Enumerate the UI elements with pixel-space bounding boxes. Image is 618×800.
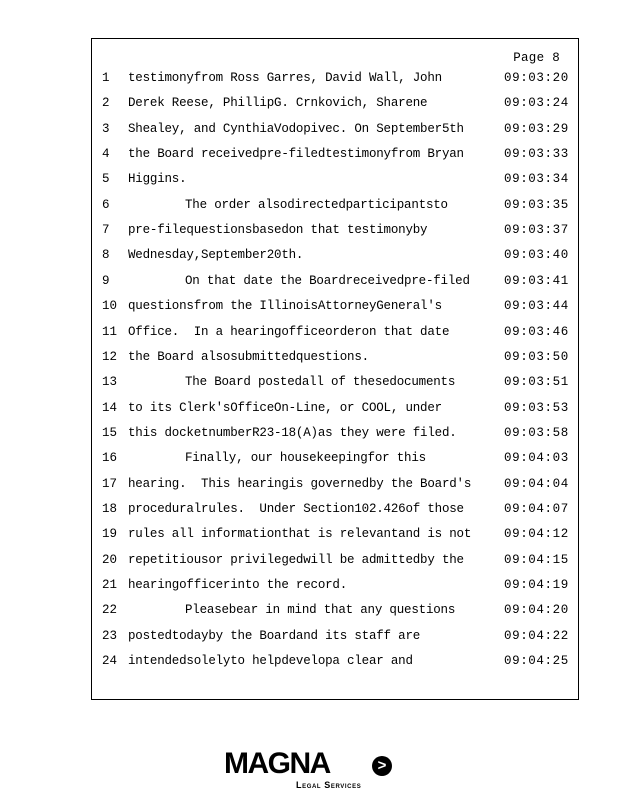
timestamp: 09:03:33 bbox=[504, 147, 569, 162]
line-number: 24 bbox=[102, 654, 118, 669]
line-number: 1 bbox=[102, 71, 110, 85]
timestamp: 09:03:40 bbox=[504, 248, 569, 263]
line-text: testimonyfrom Ross Garres, David Wall, John bbox=[128, 71, 442, 85]
logo-arrow-icon: > bbox=[372, 756, 392, 776]
transcript-line bbox=[92, 651, 578, 671]
transcript-line bbox=[92, 322, 578, 342]
line-number: 9 bbox=[102, 273, 110, 288]
timestamp: 09:04:20 bbox=[504, 603, 569, 618]
magna-legal-services-logo bbox=[224, 748, 404, 794]
transcript-line bbox=[92, 220, 578, 240]
transcript-line bbox=[92, 93, 578, 113]
transcript-line bbox=[92, 68, 578, 88]
line-number: 5 bbox=[102, 172, 110, 187]
line-text: Derek Reese, PhillipG. Crnkovich, Sharene bbox=[128, 96, 428, 111]
timestamp: 09:03:50 bbox=[504, 349, 569, 364]
timestamp: 09:04:03 bbox=[504, 451, 569, 466]
line-number: 18 bbox=[102, 501, 118, 516]
line-number: 17 bbox=[102, 476, 118, 491]
line-number: 20 bbox=[102, 552, 118, 567]
line-text: The order alsodirectedparticipantsto bbox=[185, 197, 448, 212]
transcript-line bbox=[92, 119, 578, 139]
timestamp: 09:03:51 bbox=[504, 375, 569, 390]
line-number: 14 bbox=[102, 400, 118, 415]
line-text: Pleasebear in mind that any questions bbox=[185, 603, 456, 618]
transcript-line bbox=[92, 524, 578, 544]
logo-subtitle: Legal Services bbox=[296, 780, 362, 790]
transcript-line bbox=[92, 499, 578, 519]
transcript-line bbox=[92, 271, 578, 291]
line-text: The Board postedall of thesedocuments bbox=[185, 375, 456, 390]
transcript-line bbox=[92, 423, 578, 443]
line-number: 11 bbox=[102, 324, 118, 339]
transcript-line bbox=[92, 144, 578, 164]
timestamp: 09:04:22 bbox=[504, 628, 569, 643]
timestamp: 09:03:29 bbox=[504, 121, 569, 136]
transcript-page bbox=[91, 38, 579, 700]
timestamp: 09:03:41 bbox=[504, 273, 569, 288]
timestamp: 09:03:34 bbox=[504, 172, 569, 187]
transcript-line bbox=[92, 398, 578, 418]
line-number: 7 bbox=[102, 223, 110, 238]
line-text: Office. In a hearingofficeorderon that date bbox=[128, 324, 450, 339]
line-number: 6 bbox=[102, 197, 110, 212]
line-number: 13 bbox=[102, 375, 118, 390]
transcript-line bbox=[92, 347, 578, 367]
timestamp: 09:03:24 bbox=[504, 96, 569, 111]
page-number: Page 8 bbox=[513, 51, 560, 65]
logo-wordmark: MAGNA bbox=[224, 747, 330, 780]
line-number: 8 bbox=[102, 248, 110, 263]
transcript-line bbox=[92, 195, 578, 215]
timestamp: 09:03:35 bbox=[504, 197, 569, 212]
timestamp: 09:04:07 bbox=[504, 501, 569, 516]
line-text: the Board alsosubmittedquestions. bbox=[128, 349, 369, 364]
line-text: questionsfrom the IllinoisAttorneyGeneral's bbox=[128, 299, 442, 314]
line-number: 15 bbox=[102, 425, 118, 440]
transcript-line bbox=[92, 474, 578, 494]
line-text: the Board receivedpre-filedtestimonyfrom Bryan bbox=[128, 147, 464, 162]
line-number: 10 bbox=[102, 299, 118, 314]
transcript-line bbox=[92, 575, 578, 595]
line-number: 4 bbox=[102, 147, 110, 162]
line-number: 19 bbox=[102, 527, 118, 542]
line-text: this docketnumberR23-18(A)as they were filed. bbox=[128, 425, 457, 440]
timestamp: 09:03:20 bbox=[504, 71, 569, 85]
timestamp: 09:03:53 bbox=[504, 400, 569, 415]
line-text: Higgins. bbox=[128, 172, 187, 187]
line-text: Shealey, and CynthiaVodopivec. On September5th bbox=[128, 121, 464, 136]
line-text: pre-filequestionsbasedon that testimonyby bbox=[128, 223, 428, 238]
transcript-line bbox=[92, 296, 578, 316]
line-text: to its Clerk'sOfficeOn-Line, or COOL, under bbox=[128, 400, 442, 415]
transcript-line bbox=[92, 372, 578, 392]
line-number: 21 bbox=[102, 578, 118, 592]
line-text: proceduralrules. Under Section102.426of those bbox=[128, 501, 464, 516]
line-number: 3 bbox=[102, 121, 110, 136]
timestamp: 09:03:44 bbox=[504, 299, 569, 314]
transcript-line bbox=[92, 550, 578, 570]
line-number: 23 bbox=[102, 628, 118, 643]
line-text: postedtodayby the Boardand its staff are bbox=[128, 628, 421, 643]
line-number: 16 bbox=[102, 451, 118, 466]
line-text: rules all informationthat is relevantand is not bbox=[128, 527, 472, 542]
line-text: Finally, our housekeepingfor this bbox=[185, 451, 426, 466]
timestamp: 09:03:58 bbox=[504, 425, 569, 440]
timestamp: 09:04:25 bbox=[504, 654, 569, 669]
line-number: 2 bbox=[102, 96, 110, 111]
timestamp: 09:04:19 bbox=[504, 578, 569, 592]
line-number: 12 bbox=[102, 349, 118, 364]
line-text: repetitiousor privilegedwill be admittedby the bbox=[128, 552, 464, 567]
timestamp: 09:04:15 bbox=[504, 552, 569, 567]
timestamp: 09:03:37 bbox=[504, 223, 569, 238]
line-number: 22 bbox=[102, 603, 118, 618]
timestamp: 09:03:46 bbox=[504, 324, 569, 339]
line-text: hearingofficerinto the record. bbox=[128, 578, 348, 592]
transcript-line bbox=[92, 169, 578, 189]
transcript-line bbox=[92, 245, 578, 265]
line-text: Wednesday,September20th. bbox=[128, 248, 304, 263]
transcript-line bbox=[92, 626, 578, 646]
transcript-line bbox=[92, 600, 578, 620]
timestamp: 09:04:04 bbox=[504, 476, 569, 491]
transcript-line bbox=[92, 448, 578, 468]
timestamp: 09:04:12 bbox=[504, 527, 569, 542]
line-text: intendedsolelyto helpdevelopa clear and bbox=[128, 654, 413, 669]
line-text: hearing. This hearingis governedby the Board's bbox=[128, 476, 472, 491]
line-text: On that date the Boardreceivedpre-filed bbox=[185, 273, 470, 288]
